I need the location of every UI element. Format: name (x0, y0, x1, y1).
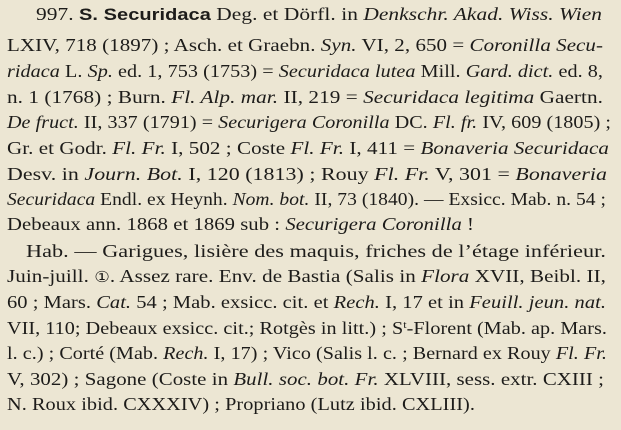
text-run: VII, 110; Debeaux exsicc. cit.; Rotgès in litt.) ; S (7, 318, 404, 338)
italic-text: Rech. (163, 343, 209, 363)
text-run: -Florent (Mab. ap. Mars. (406, 318, 608, 338)
italic-text: De fruct. (7, 112, 79, 132)
species-name: S. Securidaca (79, 5, 211, 24)
text-run: Gaertn. (534, 87, 604, 107)
entry-line (7, 165, 607, 183)
italic-text: Securigera Coronilla (218, 112, 390, 132)
text-run: 60 ; Mars. (7, 292, 97, 312)
annual-symbol: ① (94, 268, 110, 286)
italic-text: Securidaca (7, 189, 96, 209)
italic-text: Bonaveria Securidaca (420, 138, 609, 158)
italic-text: Securidaca legitima (363, 87, 535, 107)
entry-line (36, 5, 602, 23)
italic-text: Cat. (96, 292, 132, 312)
text-run: Debeaux ann. 1868 et 1869 sub : (7, 214, 286, 234)
text-run: VI, 2, 650 = (356, 35, 470, 55)
text-run: Hab. — Garigues, lisière des maquis, friches de l’étage inférieur. (26, 241, 607, 261)
italic-text: Fl. Fr. (555, 343, 607, 363)
entry-line (7, 88, 603, 106)
text-run: XVII, Beibl. II, (469, 266, 606, 286)
entry-line (7, 62, 603, 80)
italic-text: ridaca (7, 61, 60, 81)
italic-text: Rech. (333, 292, 380, 312)
italic-text: Sp. (87, 61, 113, 81)
italic-text: Nom. bot. (232, 189, 310, 209)
text-run: II, 219 = (278, 87, 364, 107)
entry-line (7, 190, 606, 208)
text-run: V, 302) ; Sagone (Coste in (7, 369, 234, 389)
text-run: ed. 8, (553, 61, 604, 81)
italic-text: Fl. Fr. (112, 138, 166, 158)
italic-text: Securigera Coronilla (285, 214, 462, 234)
italic-text: Bull. soc. bot. Fr. (233, 369, 379, 389)
text-run: DC. (389, 112, 433, 132)
text-run: Deg. et Dörfl. in (216, 4, 364, 24)
text-run: ed. 1, 753 (1753) = (112, 61, 279, 81)
italic-text: Fl. Alp. mar. (171, 87, 279, 107)
italic-text: Coronilla Secu- (469, 35, 604, 55)
italic-text: Bonaveria (515, 164, 608, 184)
italic-text: Fl. Fr. (290, 138, 345, 158)
entry-number: 997. (36, 4, 80, 24)
entry-line (7, 113, 611, 131)
text-run: XLVIII, sess. extr. CXIII ; (378, 369, 605, 389)
italic-text: Feuill. jeun. nat. (469, 292, 607, 312)
habitat-line (26, 242, 606, 260)
text-run: I, 17 et in (379, 292, 470, 312)
text-run: l. c.) ; Corté (Mab. (7, 343, 164, 363)
habitat-line (7, 319, 607, 337)
text-run: 54 ; Mab. exsicc. cit. et (131, 292, 334, 312)
text-run: Gr. et Godr. (7, 138, 113, 158)
text-run: II, 337 (1791) = (78, 112, 219, 132)
text-run: Mill. (415, 61, 466, 81)
entry-line (7, 215, 474, 233)
text-run: II, 73 (1840). — Exsicc. Mab. n. 54 ; (309, 189, 606, 209)
text-run: I, 502 ; Coste (165, 138, 291, 158)
text-run: L. (59, 61, 88, 81)
text-run: Desv. in (7, 164, 85, 184)
italic-text: Fl. fr. (432, 112, 478, 132)
habitat-line (7, 267, 606, 285)
italic-text: Denkschr. Akad. Wiss. Wien (363, 4, 602, 24)
habitat-line (7, 395, 475, 413)
text-run: V, 301 = (429, 164, 516, 184)
text-run: I, 411 = (344, 138, 421, 158)
habitat-line (7, 370, 604, 388)
text-run: I, 120 (1813) ; Rouy (182, 164, 375, 184)
text-run: . Assez rare. Env. de Bastia (Salis in (109, 266, 422, 286)
text-run: IV, 609 (1805) ; (477, 112, 612, 132)
entry-line (7, 36, 603, 54)
text-run: n. 1 (1768) ; Burn. (7, 87, 172, 107)
italic-text: Securidaca lutea (278, 61, 416, 81)
habitat-line (7, 344, 607, 362)
italic-text: Journ. Bot. (84, 164, 183, 184)
text-run: LXIV, 718 (1897) ; Asch. et Graebn. (7, 35, 321, 55)
text-run: I, 17) ; Vico (Salis l. c. ; Bernard ex Rouy (208, 343, 556, 363)
italic-text: Flora (421, 266, 470, 286)
entry-line (7, 139, 609, 157)
text-run: Endl. ex Heynh. (95, 189, 233, 209)
text-run: N. Roux ibid. CXXXIV) ; Propriano (Lutz ibid. CXLIII). (7, 394, 475, 414)
superscript-text: t (403, 319, 407, 331)
text-run: ! (461, 214, 475, 234)
italic-text: Gard. dict. (465, 61, 554, 81)
habitat-line (7, 293, 606, 311)
italic-text: Fl. Fr. (374, 164, 430, 184)
text-run: Juin-juill. (7, 266, 95, 286)
italic-text: Syn. (320, 35, 357, 55)
